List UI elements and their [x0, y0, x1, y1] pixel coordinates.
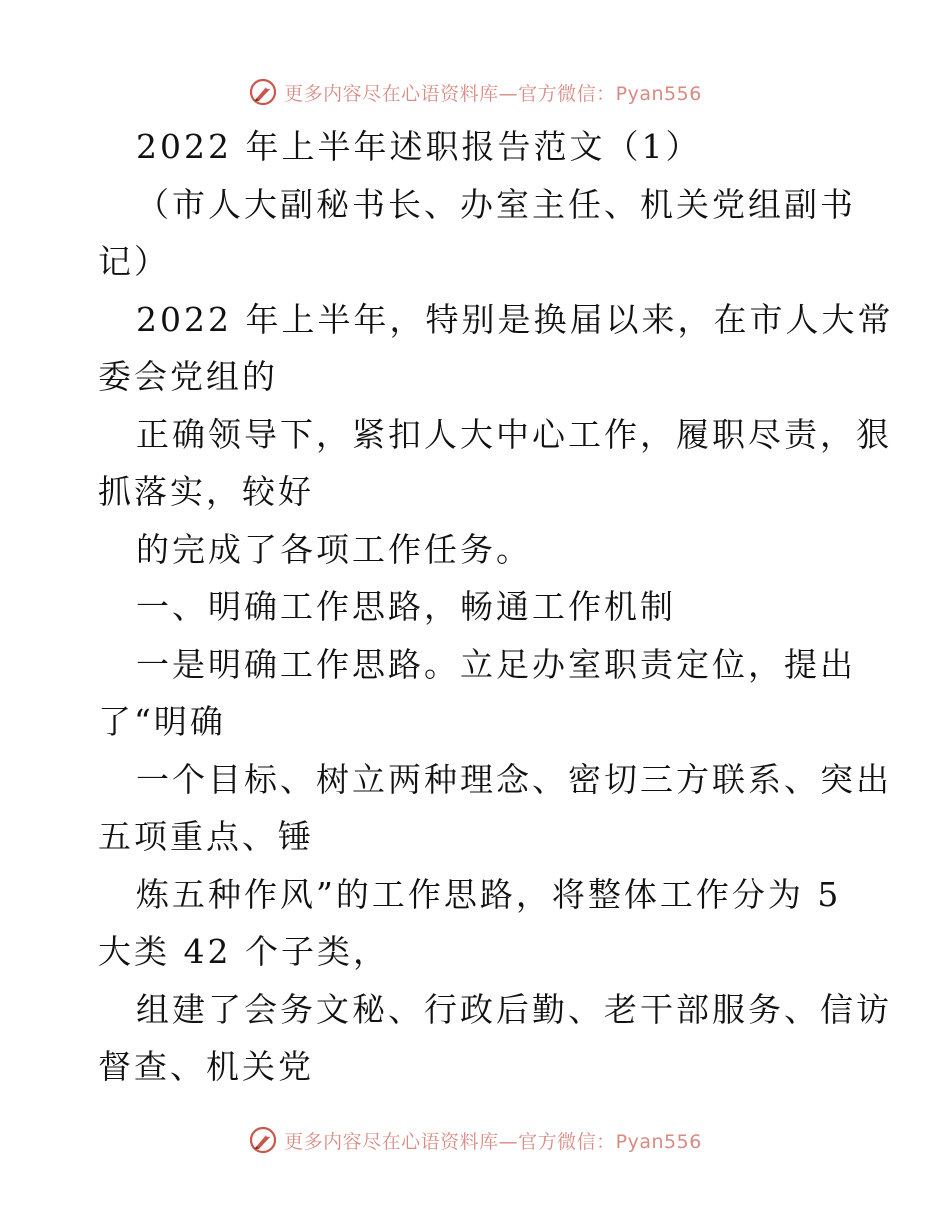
text-line: 2022 年上半年，特别是换届以来，在市人大常	[136, 299, 894, 339]
text-line: 大类 42 个子类，	[98, 932, 389, 971]
pen-nib-circle-icon	[248, 1125, 278, 1155]
text-line: 督查、机关党	[98, 1047, 314, 1086]
text-line: 正确领导下，紧扣人大中心工作，履职尽责，狠	[136, 414, 892, 454]
text-line: 五项重点、锤	[98, 817, 314, 856]
banner-text: 更多内容尽在心语资料库—官方微信：Pyan556	[284, 1130, 702, 1153]
text-line: 的完成了各项工作任务。	[136, 529, 532, 569]
banner-text: 更多内容尽在心语资料库—官方微信：Pyan556	[284, 82, 702, 105]
text-line: 抓落实，较好	[98, 472, 314, 511]
text-line: 炼五种作风”的工作思路，将整体工作分为 5	[136, 874, 842, 914]
text-line: 一个目标、树立两种理念、密切三方联系、突出	[136, 759, 892, 799]
text-line: 一是明确工作思路。立足办室职责定位，提出	[136, 644, 856, 684]
section-heading: 一、明确工作思路，畅通工作机制	[136, 587, 676, 626]
document-title: 2022 年上半年述职报告范文（1）	[136, 127, 702, 166]
pen-nib-circle-icon	[248, 77, 278, 107]
text-line: 委会党组的	[98, 357, 278, 396]
header-banner	[0, 72, 950, 112]
footer-banner	[0, 1120, 950, 1160]
text-line: 组建了会务文秘、行政后勤、老干部服务、信访	[136, 989, 892, 1029]
document-body	[98, 118, 894, 1096]
text-line: （市人大副秘书长、办室主任、机关党组副书	[136, 184, 856, 224]
text-line: 记）	[98, 242, 170, 281]
text-line: 了“明确	[98, 702, 226, 741]
